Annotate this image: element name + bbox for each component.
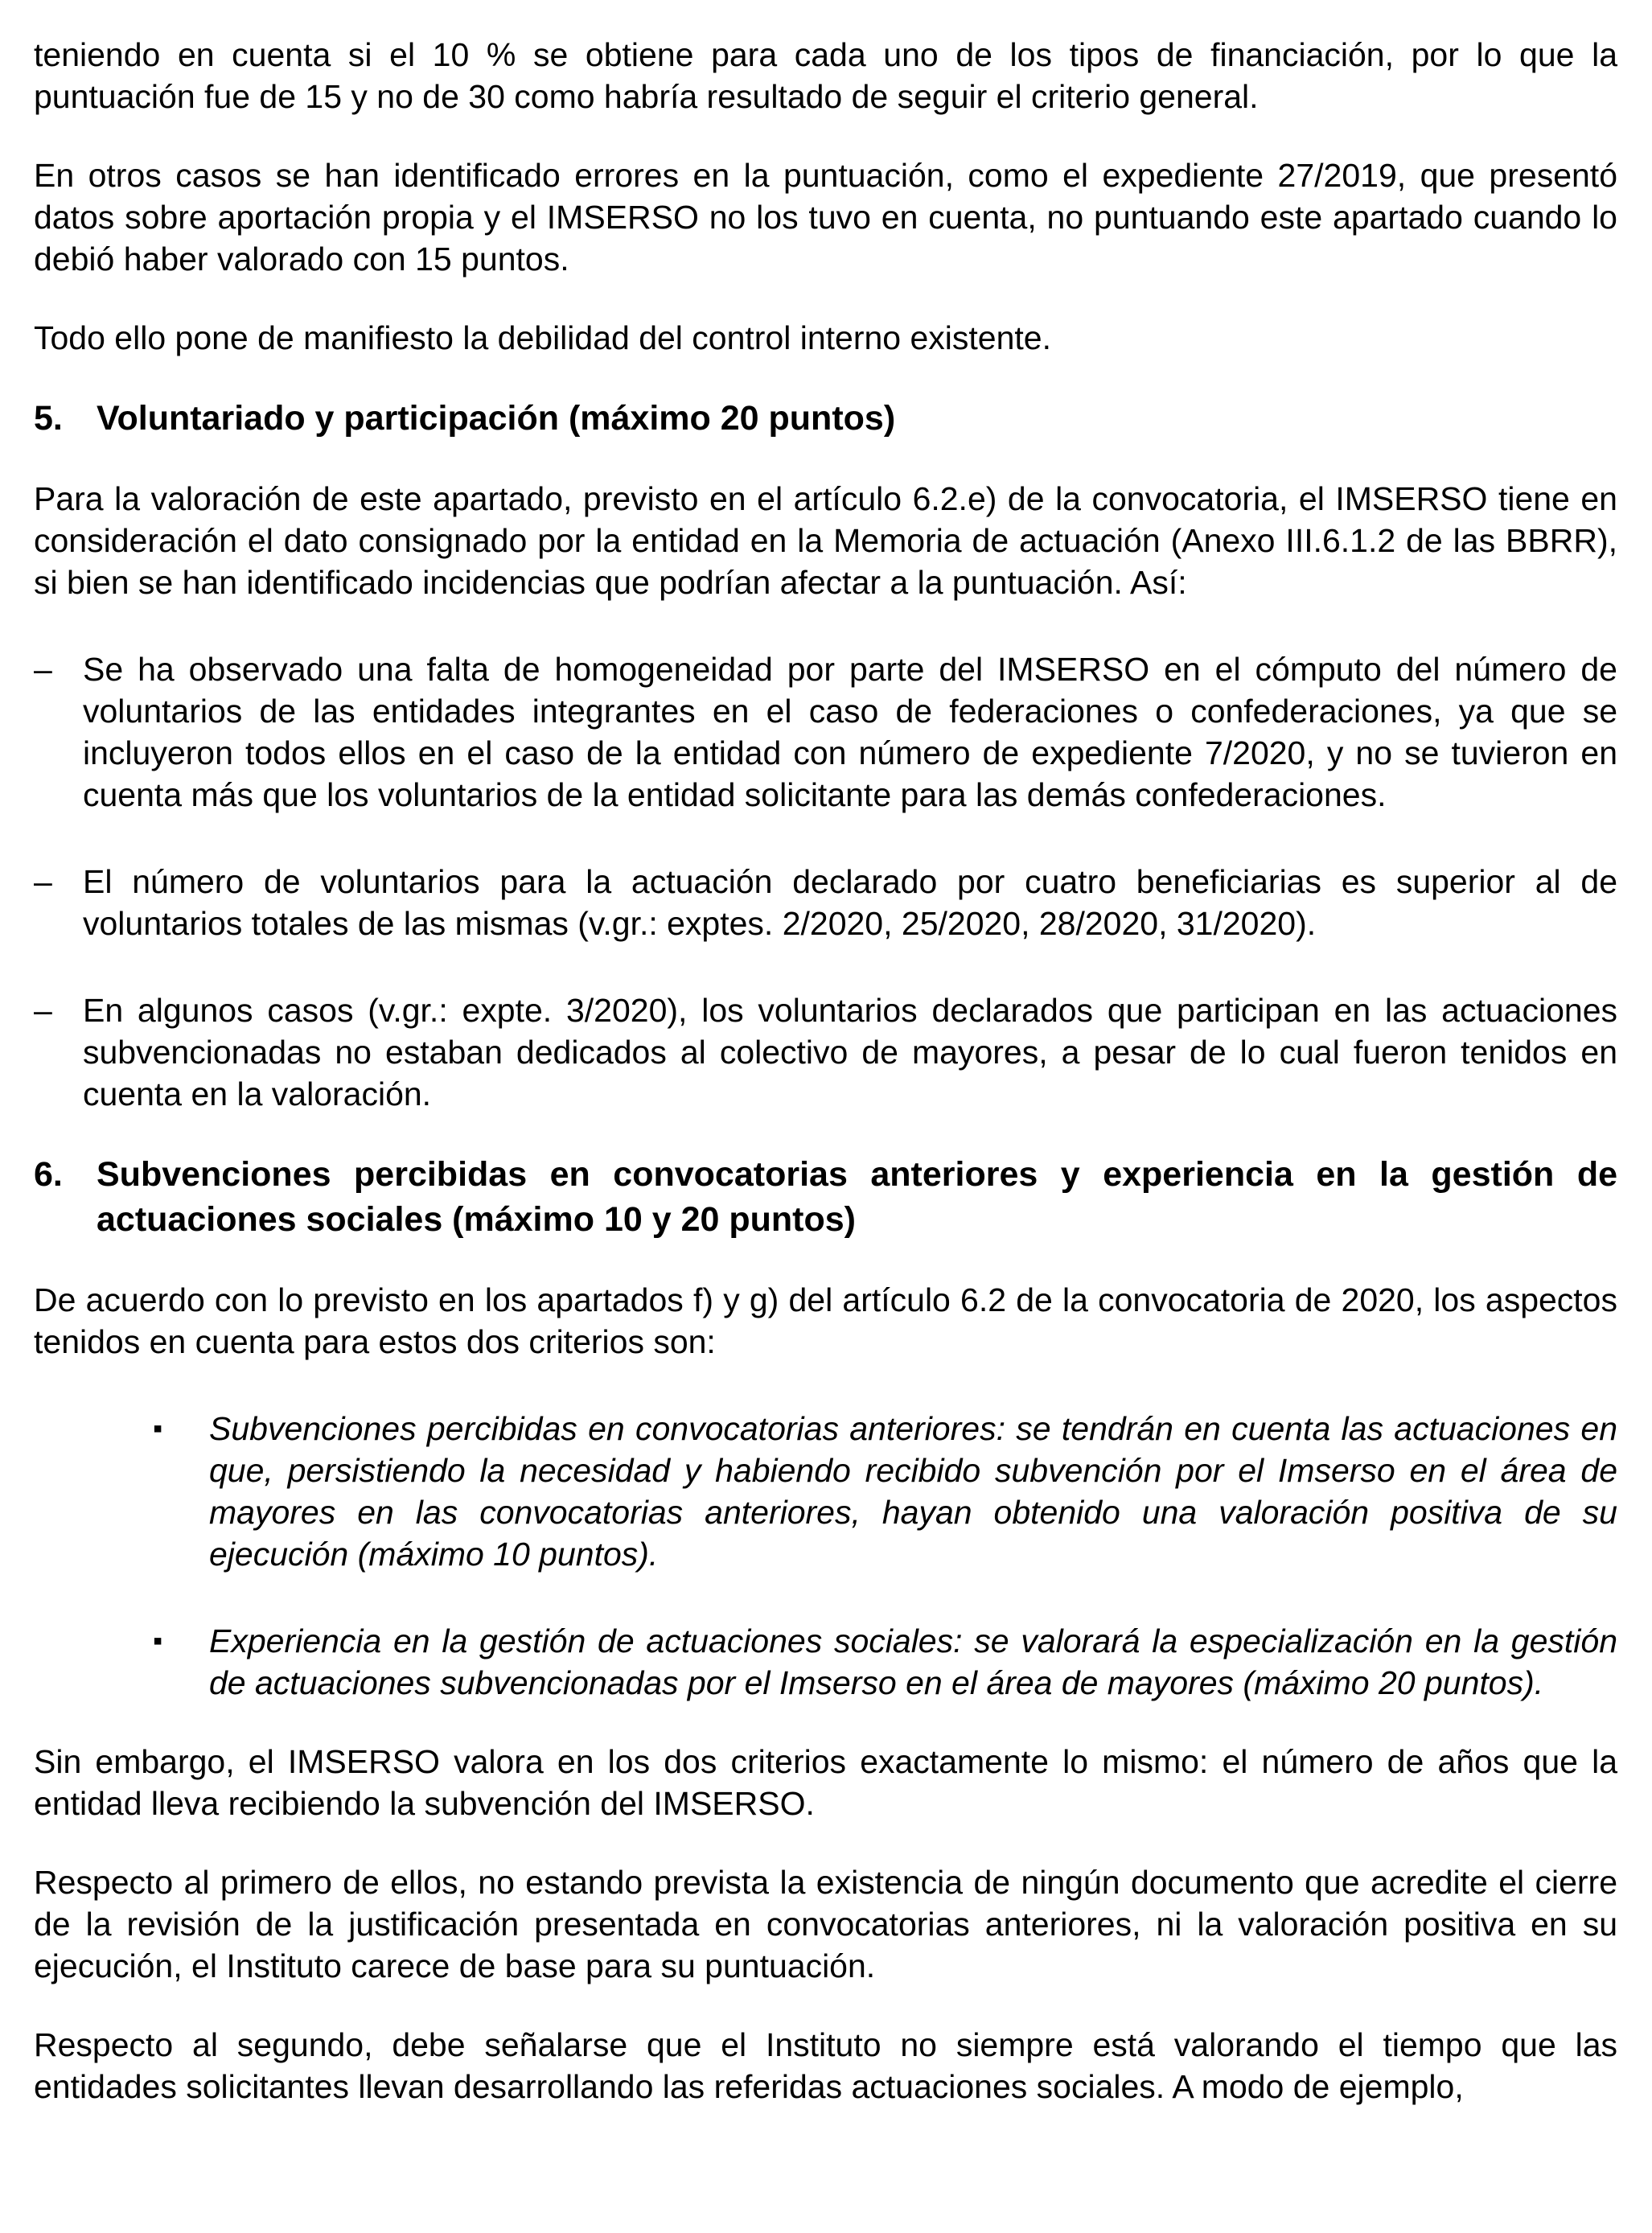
paragraph: Sin embargo, el IMSERSO valora en los dos criterios exactamente lo mismo: el número de años que la entidad lleva recibiendo la subvención del IMSERSO. [34,1743,1617,1822]
section-title: Subvenciones percibidas en convocatorias anteriores y experiencia en la gestión de actuaciones sociales (máximo 10 y 20 puntos) [97,1155,1617,1239]
section-heading-5 [34,396,1617,441]
dash-bullet-icon: – [34,992,52,1029]
section-number: 5. [34,399,63,438]
paragraph: teniendo en cuenta si el 10 % se obtiene para cada uno de los tipos de financiación, por lo que la puntuación fue de 15 y no de 30 como habría resultado de seguir el criterio general. [34,36,1617,115]
paragraph: En otros casos se han identificado errores en la puntuación, como el expediente 27/2019, que presentó datos sobre aportación propia y el IMSERSO no los tuvo en cuenta, no puntuando este apartado cuando lo debió haber valorado con 15 puntos. [34,157,1617,278]
square-bullet-icon: ▪ [153,1413,163,1444]
section-title: Voluntariado y participación (máximo 20 puntos) [97,399,896,438]
dash-list-item [34,989,1617,1115]
paragraph: Respecto al segundo, debe señalarse que el Instituto no siempre está valorando el tiempo que las entidades solicitantes llevan desarrollando las referidas actuaciones sociales. A modo de ejemplo, [34,2026,1617,2105]
paragraph: Para la valoración de este apartado, previsto en el artículo 6.2.e) de la convocatoria, el IMSERSO tiene en consideración el dato consignado por la entidad en la Memoria de actuación (Anexo III.6.1.2 de las BBRR), si bien se han identificado incidencias que podrían afectar a la puntuación. Así: [34,480,1617,601]
square-list-item [34,1620,1617,1704]
square-list-item [34,1408,1617,1575]
square-item-text: Experiencia en la gestión de actuaciones sociales: se valorará la especialización en la gestión de actuaciones subvencionadas por el Imserso en el área de mayores (máximo 20 puntos). [209,1622,1617,1701]
dash-list-item [34,648,1617,816]
dash-bullet-icon: – [34,863,52,900]
section-heading-6 [34,1152,1617,1242]
dash-list-item [34,861,1617,944]
square-bullet-icon: ▪ [153,1626,163,1656]
dash-item-text: El número de voluntarios para la actuación declarado por cuatro beneficiarias es superior al de voluntarios totales de las mismas (v.gr.: exptes. 2/2020, 25/2020, 28/2020, 31/2020). [83,863,1617,942]
paragraph: Todo ello pone de manifiesto la debilidad del control interno existente. [34,319,1051,356]
paragraph: Respecto al primero de ellos, no estando prevista la existencia de ningún documento que acredite el cierre de la revisión de la justificación presentada en convocatorias anteriores, ni la valoración positiva en su ejecución, el Instituto carece de base para su puntuación. [34,1864,1617,1984]
section-number: 6. [34,1155,63,1194]
dash-bullet-icon: – [34,651,52,688]
square-item-text: Subvenciones percibidas en convocatorias anteriores: se tendrán en cuenta las actuaciones en que, persistiendo la necesidad y habiendo recibido subvención por el Imserso en el área de mayores en las convocatorias anteriores, hayan obtenido una valoración positiva de su ejecución (máximo 10 puntos). [209,1410,1617,1573]
dash-item-text: En algunos casos (v.gr.: expte. 3/2020), los voluntarios declarados que participan en las actuaciones subvencionadas no estaban dedicados al colectivo de mayores, a pesar de lo cual fueron tenidos en cuenta en la valoración. [83,992,1617,1112]
paragraph: De acuerdo con lo previsto en los apartados f) y g) del artículo 6.2 de la convocatoria de 2020, los aspectos tenidos en cuenta para estos dos criterios son: [34,1281,1617,1360]
dash-item-text: Se ha observado una falta de homogeneidad por parte del IMSERSO en el cómputo del número de voluntarios de las entidades integrantes en el caso de federaciones o confederaciones, ya que se incluyeron todos ellos en el caso de la entidad con número de expediente 7/2020, y no se tuvieron en cuenta más que los voluntarios de la entidad solicitante para las demás confederaciones. [83,651,1617,813]
